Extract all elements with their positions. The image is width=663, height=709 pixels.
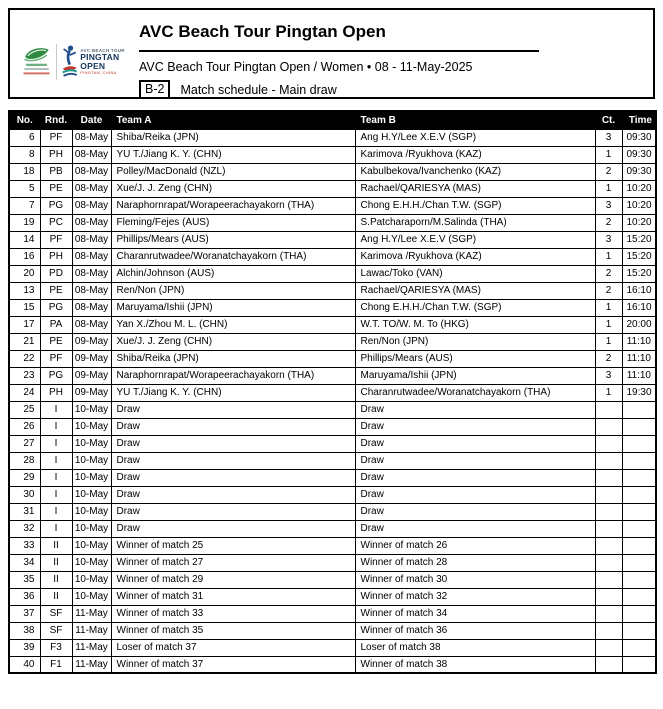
schedule-label: Match schedule - Main draw xyxy=(180,82,337,97)
cell-team-a: Winner of match 33 xyxy=(111,605,355,622)
cell-team-b: Draw xyxy=(355,452,595,469)
cell-time xyxy=(622,622,656,639)
table-row xyxy=(9,129,656,146)
cell-round: PE xyxy=(40,180,72,197)
cell-match-no: 23 xyxy=(9,367,40,384)
cell-round: F1 xyxy=(40,656,72,673)
cell-date: 10-May xyxy=(72,571,111,588)
cell-round: I xyxy=(40,486,72,503)
cell-time: 11:10 xyxy=(622,350,656,367)
table-row xyxy=(9,656,656,673)
cell-match-no: 5 xyxy=(9,180,40,197)
cell-date: 10-May xyxy=(72,520,111,537)
cell-date: 08-May xyxy=(72,163,111,180)
logo-text-block xyxy=(80,49,138,76)
cell-round: PE xyxy=(40,282,72,299)
cell-team-b: Kabulbekova/Ivanchenko (KAZ) xyxy=(355,163,595,180)
cell-time xyxy=(622,401,656,418)
cell-date: 10-May xyxy=(72,401,111,418)
cell-court: 2 xyxy=(595,163,622,180)
schedule-code-row xyxy=(139,80,337,99)
cell-match-no: 16 xyxy=(9,248,40,265)
cell-time: 11:10 xyxy=(622,367,656,384)
cell-match-no: 38 xyxy=(9,622,40,639)
table-row xyxy=(9,180,656,197)
document-header xyxy=(8,8,655,99)
table-row xyxy=(9,520,656,537)
cell-round: I xyxy=(40,418,72,435)
cell-date: 10-May xyxy=(72,469,111,486)
cell-date: 11-May xyxy=(72,605,111,622)
cell-match-no: 40 xyxy=(9,656,40,673)
table-row xyxy=(9,401,656,418)
cell-time xyxy=(622,520,656,537)
cell-match-no: 7 xyxy=(9,197,40,214)
cell-time xyxy=(622,486,656,503)
cell-date: 08-May xyxy=(72,316,111,333)
cell-date: 08-May xyxy=(72,146,111,163)
cell-team-a: Winner of match 35 xyxy=(111,622,355,639)
event-subtitle: AVC Beach Tour Pingtan Open / Women • 08 - 11-May-2025 xyxy=(139,60,473,74)
cell-date: 11-May xyxy=(72,622,111,639)
cell-team-a: Draw xyxy=(111,401,355,418)
cell-time: 19:30 xyxy=(622,384,656,401)
cell-round: PC xyxy=(40,214,72,231)
logo-tour-location: PINGTAN, CHINA xyxy=(80,70,117,76)
title-rule xyxy=(139,50,539,52)
cell-date: 08-May xyxy=(72,265,111,282)
cell-date: 10-May xyxy=(72,554,111,571)
cell-court xyxy=(595,639,622,656)
cell-team-b: Draw xyxy=(355,469,595,486)
table-row xyxy=(9,350,656,367)
cell-time: 10:20 xyxy=(622,180,656,197)
cell-match-no: 25 xyxy=(9,401,40,418)
cell-court xyxy=(595,452,622,469)
cell-round: II xyxy=(40,537,72,554)
cell-team-b: Ang H.Y/Lee X.E.V (SGP) xyxy=(355,129,595,146)
cell-round: I xyxy=(40,452,72,469)
cell-round: PE xyxy=(40,333,72,350)
cell-team-a: Winner of match 25 xyxy=(111,537,355,554)
cell-team-a: Draw xyxy=(111,452,355,469)
cell-court: 3 xyxy=(595,197,622,214)
table-row xyxy=(9,435,656,452)
cell-date: 08-May xyxy=(72,129,111,146)
cell-court: 2 xyxy=(595,214,622,231)
cell-court xyxy=(595,656,622,673)
cell-round: I xyxy=(40,503,72,520)
table-row xyxy=(9,146,656,163)
cell-date: 08-May xyxy=(72,282,111,299)
cell-round: I xyxy=(40,401,72,418)
table-row xyxy=(9,367,656,384)
cell-time: 16:10 xyxy=(622,299,656,316)
cell-match-no: 8 xyxy=(9,146,40,163)
cell-team-a: Draw xyxy=(111,435,355,452)
cell-match-no: 19 xyxy=(9,214,40,231)
table-row xyxy=(9,384,656,401)
cell-round: PG xyxy=(40,367,72,384)
table-row xyxy=(9,537,656,554)
cell-team-b: Winner of match 30 xyxy=(355,571,595,588)
cell-team-a: Charanrutwadee/Woranatchayakorn (THA) xyxy=(111,248,355,265)
logo-tour-name: PINGTAN OPEN xyxy=(80,52,120,72)
cell-court xyxy=(595,537,622,554)
cell-team-a: Draw xyxy=(111,503,355,520)
cell-date: 11-May xyxy=(72,656,111,673)
match-schedule-table xyxy=(8,110,657,674)
cell-round: PD xyxy=(40,265,72,282)
cell-team-b: S.Patcharaporn/M.Salinda (THA) xyxy=(355,214,595,231)
table-row xyxy=(9,554,656,571)
column-header-no: No. xyxy=(9,111,40,129)
column-header-court: Ct. xyxy=(595,111,622,129)
cell-court: 2 xyxy=(595,265,622,282)
cell-team-b: Draw xyxy=(355,418,595,435)
cell-date: 09-May xyxy=(72,350,111,367)
cell-match-no: 22 xyxy=(9,350,40,367)
cell-match-no: 37 xyxy=(9,605,40,622)
cell-round: PF xyxy=(40,231,72,248)
cell-match-no: 18 xyxy=(9,163,40,180)
cell-time: 20:00 xyxy=(622,316,656,333)
cell-date: 10-May xyxy=(72,503,111,520)
cell-team-b: Chong E.H.H./Chan T.W. (SGP) xyxy=(355,299,595,316)
cell-date: 08-May xyxy=(72,197,111,214)
cell-round: I xyxy=(40,435,72,452)
table-row xyxy=(9,622,656,639)
cell-court: 1 xyxy=(595,299,622,316)
cell-team-b: Winner of match 36 xyxy=(355,622,595,639)
cell-time xyxy=(622,639,656,656)
table-row xyxy=(9,605,656,622)
cell-team-a: Phillips/Mears (AUS) xyxy=(111,231,355,248)
cell-team-b: Winner of match 26 xyxy=(355,537,595,554)
cell-match-no: 31 xyxy=(9,503,40,520)
cell-team-b: Rachael/QARIESYA (MAS) xyxy=(355,282,595,299)
cell-court: 1 xyxy=(595,316,622,333)
cell-team-a: Polley/MacDonald (NZL) xyxy=(111,163,355,180)
cell-time: 15:20 xyxy=(622,248,656,265)
cell-round: II xyxy=(40,588,72,605)
cell-team-b: Winner of match 32 xyxy=(355,588,595,605)
table-row xyxy=(9,571,656,588)
table-row xyxy=(9,282,656,299)
cell-date: 08-May xyxy=(72,248,111,265)
cell-round: PF xyxy=(40,350,72,367)
cell-round: PH xyxy=(40,146,72,163)
cell-court xyxy=(595,418,622,435)
cell-team-a: Shiba/Reika (JPN) xyxy=(111,350,355,367)
cell-round: I xyxy=(40,469,72,486)
cell-court: 3 xyxy=(595,367,622,384)
cell-team-b: Draw xyxy=(355,486,595,503)
cell-team-a: YU T./Jiang K. Y. (CHN) xyxy=(111,146,355,163)
cell-team-a: Naraphornrapat/Worapeerachayakorn (THA) xyxy=(111,197,355,214)
cell-court: 2 xyxy=(595,350,622,367)
cell-time: 10:20 xyxy=(622,197,656,214)
cell-court: 1 xyxy=(595,146,622,163)
cell-team-b: Chong E.H.H./Chan T.W. (SGP) xyxy=(355,197,595,214)
cell-match-no: 28 xyxy=(9,452,40,469)
cell-match-no: 13 xyxy=(9,282,40,299)
cell-date: 10-May xyxy=(72,435,111,452)
cell-time: 09:30 xyxy=(622,163,656,180)
cell-court xyxy=(595,401,622,418)
cell-team-a: Fleming/Fejes (AUS) xyxy=(111,214,355,231)
cell-team-a: Shiba/Reika (JPN) xyxy=(111,129,355,146)
table-row xyxy=(9,639,656,656)
column-header-team-b: Team B xyxy=(355,111,595,129)
cell-team-a: Draw xyxy=(111,486,355,503)
cell-team-a: Draw xyxy=(111,520,355,537)
cell-court: 1 xyxy=(595,333,622,350)
cell-court xyxy=(595,571,622,588)
cell-round: PF xyxy=(40,129,72,146)
cell-date: 08-May xyxy=(72,180,111,197)
cell-match-no: 24 xyxy=(9,384,40,401)
cell-team-b: Karimova /Ryukhova (KAZ) xyxy=(355,146,595,163)
cell-match-no: 30 xyxy=(9,486,40,503)
cell-round: II xyxy=(40,554,72,571)
cell-time xyxy=(622,435,656,452)
column-header-date: Date xyxy=(72,111,111,129)
cell-court xyxy=(595,622,622,639)
cell-team-b: Winner of match 38 xyxy=(355,656,595,673)
cell-team-a: Draw xyxy=(111,469,355,486)
table-row xyxy=(9,316,656,333)
table-row xyxy=(9,333,656,350)
table-header-row xyxy=(9,111,656,129)
cell-round: SF xyxy=(40,622,72,639)
cell-date: 09-May xyxy=(72,384,111,401)
cell-date: 11-May xyxy=(72,639,111,656)
cell-time xyxy=(622,571,656,588)
cell-date: 10-May xyxy=(72,486,111,503)
table-row xyxy=(9,214,656,231)
table-row xyxy=(9,469,656,486)
table-row xyxy=(9,197,656,214)
cell-court: 1 xyxy=(595,384,622,401)
cell-round: PB xyxy=(40,163,72,180)
cell-round: SF xyxy=(40,605,72,622)
table-row xyxy=(9,503,656,520)
cell-team-a: Winner of match 37 xyxy=(111,656,355,673)
pingtan-emblem-icon xyxy=(20,40,53,84)
logo-divider xyxy=(56,44,57,80)
cell-date: 10-May xyxy=(72,452,111,469)
cell-team-b: Winner of match 34 xyxy=(355,605,595,622)
cell-time xyxy=(622,418,656,435)
cell-time xyxy=(622,503,656,520)
cell-team-b: Draw xyxy=(355,520,595,537)
cell-court: 1 xyxy=(595,248,622,265)
cell-team-b: Draw xyxy=(355,435,595,452)
cell-round: PH xyxy=(40,248,72,265)
beach-player-icon xyxy=(61,40,78,84)
cell-team-b: Rachael/QARIESYA (MAS) xyxy=(355,180,595,197)
cell-time xyxy=(622,588,656,605)
logo-tour-line: AVC BEACH TOUR xyxy=(80,47,125,53)
cell-court xyxy=(595,605,622,622)
cell-round: PG xyxy=(40,197,72,214)
cell-time: 15:20 xyxy=(622,265,656,282)
cell-team-a: Winner of match 31 xyxy=(111,588,355,605)
cell-round: PA xyxy=(40,316,72,333)
cell-round: II xyxy=(40,571,72,588)
cell-time xyxy=(622,452,656,469)
cell-date: 08-May xyxy=(72,214,111,231)
cell-match-no: 14 xyxy=(9,231,40,248)
schedule-table-body xyxy=(9,129,656,673)
table-row xyxy=(9,486,656,503)
cell-team-b: Ren/Non (JPN) xyxy=(355,333,595,350)
cell-team-b: Ang H.Y/Lee X.E.V (SGP) xyxy=(355,231,595,248)
cell-date: 09-May xyxy=(72,367,111,384)
table-row xyxy=(9,265,656,282)
cell-team-a: Draw xyxy=(111,418,355,435)
cell-team-b: Loser of match 38 xyxy=(355,639,595,656)
cell-time: 09:30 xyxy=(622,129,656,146)
cell-team-a: Ren/Non (JPN) xyxy=(111,282,355,299)
cell-time xyxy=(622,605,656,622)
cell-team-a: Maruyama/Ishii (JPN) xyxy=(111,299,355,316)
column-header-round: Rnd. xyxy=(40,111,72,129)
table-row xyxy=(9,452,656,469)
cell-team-a: Winner of match 27 xyxy=(111,554,355,571)
cell-team-b: Winner of match 28 xyxy=(355,554,595,571)
cell-round: I xyxy=(40,520,72,537)
column-header-time: Time xyxy=(622,111,656,129)
cell-match-no: 32 xyxy=(9,520,40,537)
cell-court xyxy=(595,503,622,520)
cell-time: 09:30 xyxy=(622,146,656,163)
cell-match-no: 33 xyxy=(9,537,40,554)
cell-match-no: 17 xyxy=(9,316,40,333)
cell-time xyxy=(622,554,656,571)
table-row xyxy=(9,248,656,265)
cell-time: 15:20 xyxy=(622,231,656,248)
cell-round: PG xyxy=(40,299,72,316)
cell-court xyxy=(595,520,622,537)
cell-round: F3 xyxy=(40,639,72,656)
cell-time: 11:10 xyxy=(622,333,656,350)
cell-team-a: Xue/J. J. Zeng (CHN) xyxy=(111,180,355,197)
cell-match-no: 29 xyxy=(9,469,40,486)
cell-court xyxy=(595,486,622,503)
cell-round: PH xyxy=(40,384,72,401)
cell-team-b: Draw xyxy=(355,503,595,520)
cell-court: 3 xyxy=(595,129,622,146)
cell-team-b: Karimova /Ryukhova (KAZ) xyxy=(355,248,595,265)
cell-time: 16:10 xyxy=(622,282,656,299)
table-row xyxy=(9,588,656,605)
table-row xyxy=(9,231,656,248)
cell-team-b: Maruyama/Ishii (JPN) xyxy=(355,367,595,384)
cell-date: 10-May xyxy=(72,418,111,435)
cell-match-no: 35 xyxy=(9,571,40,588)
cell-match-no: 21 xyxy=(9,333,40,350)
cell-time xyxy=(622,656,656,673)
cell-date: 10-May xyxy=(72,537,111,554)
cell-match-no: 34 xyxy=(9,554,40,571)
cell-court: 3 xyxy=(595,231,622,248)
cell-court: 2 xyxy=(595,282,622,299)
cell-match-no: 39 xyxy=(9,639,40,656)
form-code-badge: B-2 xyxy=(139,80,170,99)
cell-match-no: 26 xyxy=(9,418,40,435)
cell-team-a: Xue/J. J. Zeng (CHN) xyxy=(111,333,355,350)
cell-date: 09-May xyxy=(72,333,111,350)
cell-match-no: 6 xyxy=(9,129,40,146)
column-header-team-a: Team A xyxy=(111,111,355,129)
cell-team-b: W.T. TO/W. M. To (HKG) xyxy=(355,316,595,333)
cell-court xyxy=(595,435,622,452)
table-row xyxy=(9,163,656,180)
cell-time xyxy=(622,537,656,554)
cell-team-a: Yan X./Zhou M. L. (CHN) xyxy=(111,316,355,333)
cell-match-no: 27 xyxy=(9,435,40,452)
cell-team-b: Charanrutwadee/Woranatchayakorn (THA) xyxy=(355,384,595,401)
cell-court xyxy=(595,469,622,486)
cell-court: 1 xyxy=(595,180,622,197)
cell-team-a: Naraphornrapat/Worapeerachayakorn (THA) xyxy=(111,367,355,384)
cell-team-b: Lawac/Toko (VAN) xyxy=(355,265,595,282)
cell-team-b: Phillips/Mears (AUS) xyxy=(355,350,595,367)
cell-court xyxy=(595,554,622,571)
cell-time: 10:20 xyxy=(622,214,656,231)
cell-team-a: YU T./Jiang K. Y. (CHN) xyxy=(111,384,355,401)
cell-match-no: 36 xyxy=(9,588,40,605)
cell-date: 10-May xyxy=(72,588,111,605)
cell-match-no: 15 xyxy=(9,299,40,316)
cell-team-a: Alchin/Johnson (AUS) xyxy=(111,265,355,282)
tournament-logo xyxy=(20,36,138,88)
page-title: AVC Beach Tour Pingtan Open xyxy=(139,22,386,41)
cell-match-no: 20 xyxy=(9,265,40,282)
cell-team-b: Draw xyxy=(355,401,595,418)
cell-team-a: Winner of match 29 xyxy=(111,571,355,588)
cell-date: 08-May xyxy=(72,299,111,316)
cell-court xyxy=(595,588,622,605)
cell-time xyxy=(622,469,656,486)
table-row xyxy=(9,299,656,316)
cell-date: 08-May xyxy=(72,231,111,248)
table-row xyxy=(9,418,656,435)
cell-team-a: Loser of match 37 xyxy=(111,639,355,656)
